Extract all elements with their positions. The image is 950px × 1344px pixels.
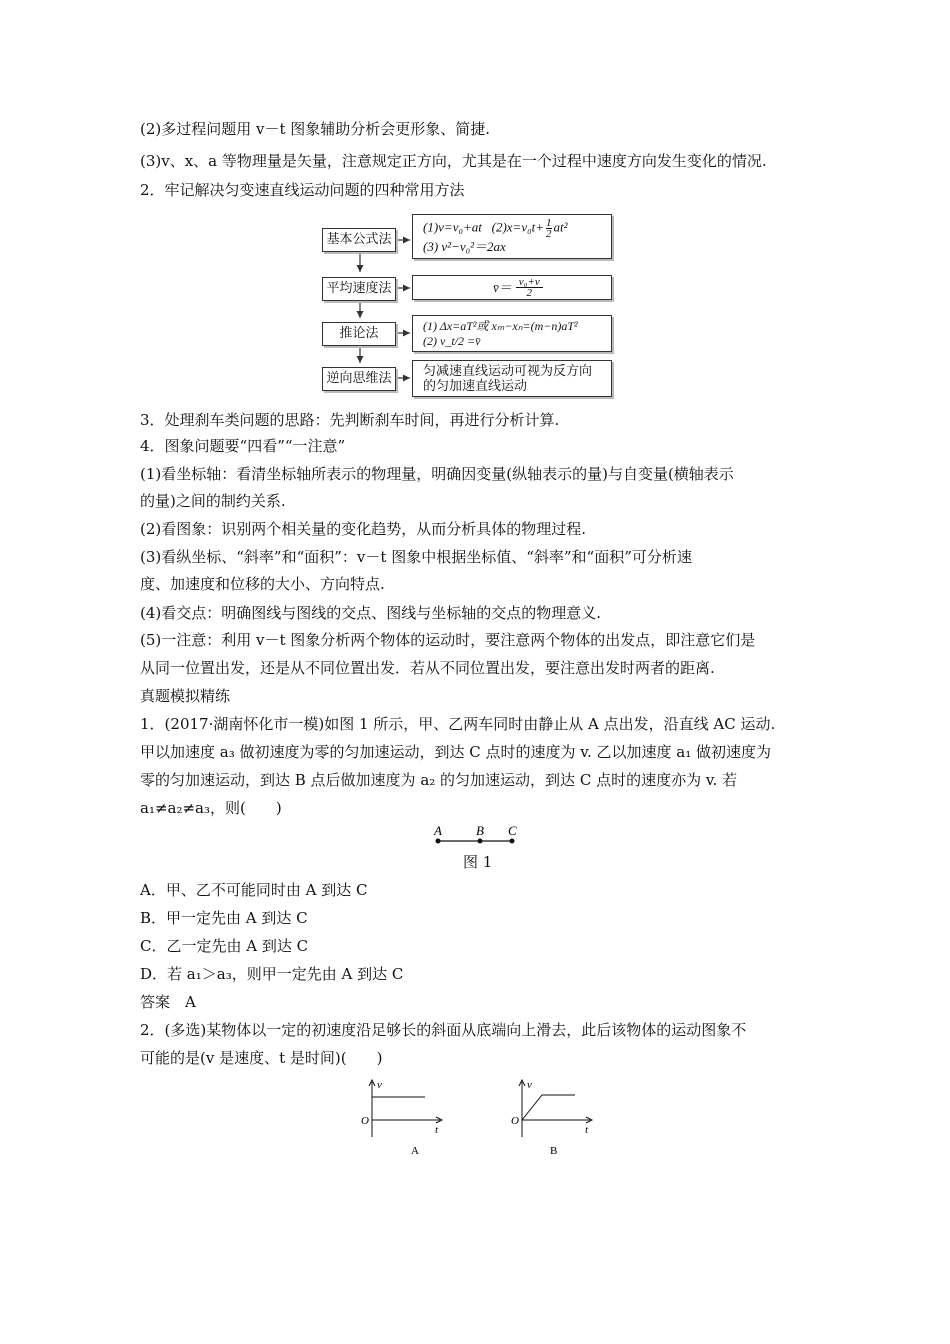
section-4-line-1: (1)看坐标轴：看清坐标轴所表示的物理量，明确因变量(纵轴表示的量)与自变量(横轴表示 [140,465,734,483]
graph-a-caption: A [411,1145,419,1157]
formula-velocity-displacement: (3) v²−v₀²＝2ax [423,239,506,254]
intro-point-3: (3)v、x、a 等物理量是矢量，注意规定正方向，尤其是在一个过程中速度方向发生变化的情况. [140,152,767,170]
q1-option-a: A．甲、乙不可能同时由 A 到达 C [140,881,368,899]
formula-box-inference [412,315,612,352]
formula-velocity-time: (1)v=v₀+at [423,219,482,235]
q1-option-c: C．乙一定先由 A 到达 C [140,937,309,955]
section-4-line-2: 的量)之间的制约关系. [140,492,286,510]
q1-option-d: D．若 a₁＞a₃，则甲一定先由 A 到达 C [140,965,404,983]
graph-b-caption: B [550,1145,558,1157]
section-4-line-4: (3)看纵坐标、“斜率”和“面积”：v－t 图象中根据坐标值、“斜率”和“面积”可分析速 [140,548,692,566]
q2-line-1: 2．(多选)某物体以一定的初速度沿足够长的斜面从底端向上滑去，此后该物体的运动图象不 [140,1021,747,1039]
formula-average-num: v₀+v [516,277,543,288]
section-4-line-7: (5)一注意：利用 v－t 图象分析两个物体的运动时，要注意两个物体的出发点，即注意它们是 [140,631,756,649]
formula-box-basic [412,214,612,259]
section-4-line-5: 度、加速度和位移的大小、方向特点. [140,575,385,593]
q2-graph-a [355,1075,455,1160]
figure-1-caption: 图 1 [463,853,493,871]
q2-line-2: 可能的是(v 是速度、t 是时间)( ) [140,1049,383,1067]
formula-average-den: 2 [526,287,533,299]
q1-line-4: a₁≠a₂≠a₃，则( ) [140,799,282,817]
intro-point-2: (2)多过程问题用 v－t 图象辅助分析会更形象、简捷. [140,120,491,138]
q1-answer: 答案 A [140,993,196,1011]
q1-option-b: B．甲一定先由 A 到达 C [140,909,308,927]
q1-line-1: 1．(2017·湖南怀化市一模)如图 1 所示，甲、乙两车同时由静止从 A 点出发，沿直线 AC 运动. [140,715,776,733]
formula-mid-time-velocity: (2) v_t/2 =v̄ [423,334,481,348]
formula-average-lhs: v̄＝ [493,279,512,295]
section-4-title: 4．图象问题要“四看”“一注意” [140,437,346,455]
q2-graph-b [505,1075,605,1160]
formula-displacement: (2)x=v₀t+ [491,219,544,235]
formula-box-reverse: 匀减速直线运动可视为反方向的匀加速直线运动 [412,360,612,397]
graph-b-label-v: v [527,1079,532,1091]
graph-b-curve [522,1095,575,1120]
graph-a-label-v: v [377,1079,382,1091]
figure-1-label-c: C [508,823,517,838]
section-4-line-8: 从同一位置出发，还是从不同位置出发．若从不同位置出发，要注意出发时两者的距离. [140,659,715,677]
graph-b-origin: O [511,1115,519,1127]
method-inference: 推论法 [322,322,396,346]
practice-title: 真题模拟精练 [140,687,231,705]
figure-1-label-b: B [476,823,484,838]
section-4-line-3: (2)看图象：识别两个相关量的变化趋势，从而分析具体的物理过程. [140,520,587,538]
section-2-title: 2．牢记解决匀变速直线运动问题的四种常用方法 [140,181,465,199]
figure-1-line-abc [420,823,530,848]
graph-b-label-t: t [585,1124,589,1136]
method-average-velocity: 平均速度法 [322,277,396,301]
formula-displacement-tail: at² [553,219,568,235]
graph-a-origin: O [361,1115,369,1127]
graph-a-label-t: t [435,1124,439,1136]
figure-1-point-c [510,839,515,844]
section-4-line-6: (4)看交点：明确图线与图线的交点、图线与坐标轴的交点的物理意义. [140,604,602,622]
formula-box-average [412,275,612,300]
q1-line-2: 甲以加速度 a₃ 做初速度为零的匀加速运动，到达 C 点时的速度为 v. 乙以加速度 a₁ 做初速度为 [140,743,771,761]
formula-frac-den: 2 [546,228,552,240]
formula-frac-num: 1 [546,217,552,229]
q1-line-3: 零的匀加速运动，到达 B 点后做加速度为 a₂ 的匀加速运动，到达 C 点时的速度亦为 v. 若 [140,771,738,789]
formula-delta-x: (1) Δx=aT²或 xₘ−xₙ=(m−n)aT² [423,319,578,333]
figure-1-point-a [436,839,441,844]
section-3: 3．处理刹车类问题的思路：先判断刹车时间，再进行分析计算. [140,411,560,429]
figure-1-label-a: A [434,823,442,838]
method-reverse-thinking: 逆向思维法 [322,367,396,391]
figure-1-point-b [478,839,483,844]
method-basic-formula: 基本公式法 [322,228,396,252]
